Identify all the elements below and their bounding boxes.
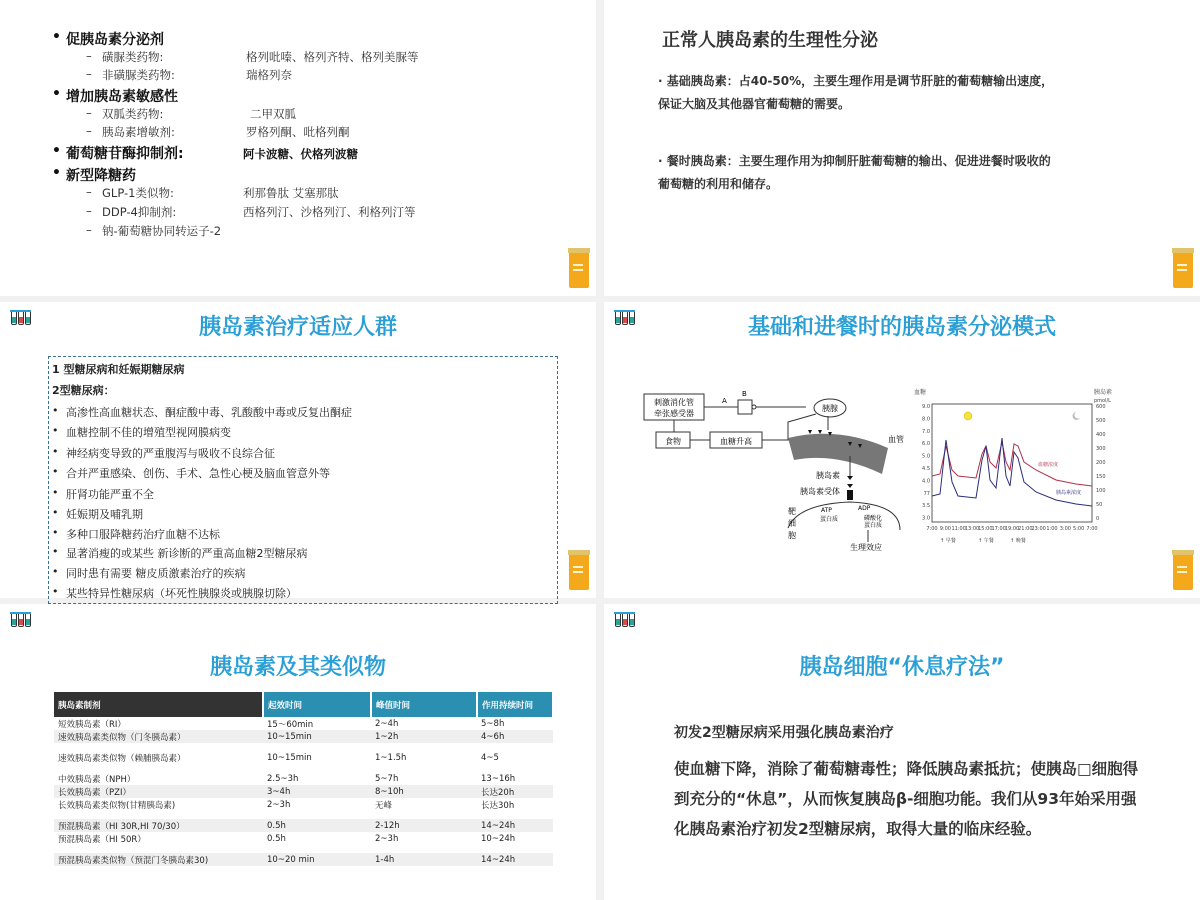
chart-ylabel-right: 胰岛素 bbox=[1094, 389, 1113, 396]
svg-text:B: B bbox=[742, 390, 747, 398]
table-cell: 2~4h bbox=[375, 718, 399, 729]
table-row bbox=[54, 743, 553, 751]
slide-title: 胰岛素及其类似物 bbox=[209, 655, 386, 680]
chart-tick-label: 500 bbox=[1096, 418, 1106, 424]
svg-text:蛋白质: 蛋白质 bbox=[864, 522, 883, 529]
table-row bbox=[54, 819, 553, 832]
table-cell bbox=[371, 811, 477, 819]
chart-tick-label: 3:00 bbox=[1059, 526, 1071, 532]
col-header: 胰岛素制剂 bbox=[54, 692, 263, 717]
meal-label: ↑ 午餐 bbox=[978, 538, 994, 544]
chart-tick-label: 6.0 bbox=[922, 441, 930, 448]
table-cell: 10~20 min bbox=[263, 853, 371, 866]
chart-tick-label: 5:00 bbox=[1073, 526, 1085, 532]
meal-insulin-text: · 餐时胰岛素：主要生理作用为抑制肝脏葡萄糖的输出、促进进餐时吸收的葡萄糖的利用和储存。 bbox=[658, 154, 1051, 191]
chart-tick-label: 5.0 bbox=[922, 453, 930, 460]
chart-tick-label: 19:00 bbox=[1004, 526, 1020, 532]
chart-tick-label: 50 bbox=[1096, 502, 1103, 508]
col-header: 作用持续时间 bbox=[477, 692, 553, 717]
meal-label: ↑ 晚餐 bbox=[1010, 538, 1026, 544]
chart-tick-label: 9.0 bbox=[922, 404, 930, 410]
chart-tick-label: 8.0 bbox=[922, 416, 930, 423]
test-tubes-icon bbox=[614, 612, 634, 628]
table-cell: 预混胰岛素（HI 50R） bbox=[58, 834, 146, 845]
table-cell: 2-12h bbox=[371, 819, 477, 832]
group-head-1: • 促胰岛素分泌剂 bbox=[66, 29, 164, 49]
table-cell: 预混胰岛素类似物（预混门冬胰岛素30) bbox=[54, 853, 263, 866]
chart-tick-label: 3.0 bbox=[922, 515, 930, 522]
chart-tick-label: 4.5 bbox=[922, 466, 930, 472]
table-cell: 3~4h bbox=[263, 785, 371, 798]
chart-tick-label: 100 bbox=[1096, 488, 1106, 494]
slide-indications[interactable]: 胰岛素治疗适应人群 1 型糖尿病和妊娠期糖尿病 2型糖尿病： 高渗性高血糖状态、酮症酸中毒、乳酸酸中毒或反复出酮症 血糖控制不佳的增殖型视网膜病变 神经病变导致的严重腹泻与吸收不良综合征 合并严重感染、创伤、手术、急性心梗及脑血管意外等 肝肾功能严重不全 妊娠期及哺乳期 多种口服降糖药治疗血糖不达标 显著消瘦的或某些 新诊断的严重高血糖2型糖尿病 同时患有需要 糖皮质激素治疗的疾病 某些特异性糖尿病（坏死性胰腺炎或胰腺切除） bbox=[0, 302, 596, 598]
chart-unit-right: pmol/L bbox=[1094, 398, 1111, 404]
divider-vertical bbox=[596, 0, 604, 900]
svg-text:A: A bbox=[722, 397, 727, 405]
svg-text:靶: 靶 bbox=[788, 507, 796, 516]
group-head-2: • 增加胰岛素敏感性 bbox=[66, 86, 178, 106]
chart-tick-label: 1:00 bbox=[1046, 526, 1058, 532]
table-cell bbox=[263, 743, 371, 751]
table-cell: 13~16h bbox=[481, 773, 516, 784]
svg-text:胰腺: 胰腺 bbox=[822, 404, 838, 413]
svg-text:牵张感受器: 牵张感受器 bbox=[654, 409, 694, 418]
table-cell: 5~7h bbox=[375, 773, 399, 784]
slide-rest-therapy[interactable] bbox=[604, 604, 1200, 900]
table-cell: 4~6h bbox=[477, 730, 553, 743]
group-head-4: • 新型降糖药 bbox=[66, 165, 136, 185]
chart-tick-label: 13:00 bbox=[964, 526, 980, 532]
test-tubes-icon bbox=[10, 612, 30, 628]
table-cell bbox=[477, 845, 553, 853]
medicine-jar-icon bbox=[568, 248, 590, 288]
slide-title: 基础和进餐时的胰岛素分泌模式 bbox=[747, 315, 1056, 340]
table-cell: 速效胰岛素类似物（门冬胰岛素） bbox=[54, 730, 263, 743]
therapy-heading: 初发2型糖尿病采用强化胰岛素治疗 bbox=[674, 725, 894, 741]
table-cell bbox=[477, 743, 553, 751]
table-row bbox=[54, 832, 553, 845]
medicine-jar-icon bbox=[568, 550, 590, 590]
svg-text:ADP: ADP bbox=[858, 505, 871, 512]
col-header: 起效时间 bbox=[263, 692, 371, 717]
table-cell: 长达20h bbox=[477, 785, 553, 798]
table-row bbox=[54, 764, 553, 772]
table-cell: 短效胰岛素（RI） bbox=[58, 719, 126, 730]
medicine-jar-icon bbox=[1172, 550, 1194, 590]
svg-text:ATP: ATP bbox=[821, 507, 832, 514]
type1-line: 1 型糖尿病和妊娠期糖尿病 bbox=[52, 363, 185, 376]
svg-text:细: 细 bbox=[788, 519, 796, 528]
slide-physiological-secretion[interactable] bbox=[604, 0, 1200, 296]
chart-tick-label: 400 bbox=[1096, 432, 1106, 438]
table-row bbox=[54, 730, 553, 743]
table-cell: 1-4h bbox=[371, 853, 477, 866]
table-row bbox=[54, 717, 553, 730]
chart-ylabel-left: 血糖 bbox=[914, 389, 927, 396]
table-cell bbox=[54, 811, 263, 819]
table-cell: 长达30h bbox=[481, 800, 515, 811]
table-cell: 0.5h bbox=[267, 833, 286, 844]
meal-label: ↑ 早餐 bbox=[940, 538, 956, 544]
chart-tick-label: 17:00 bbox=[991, 526, 1006, 532]
medicine-jar-icon bbox=[1172, 248, 1194, 288]
table-cell bbox=[54, 743, 263, 751]
table-row bbox=[54, 845, 553, 853]
table-cell: 15～60min bbox=[267, 719, 314, 730]
table-cell bbox=[54, 764, 263, 772]
chart-tick-label: 7:00 bbox=[926, 526, 938, 532]
chart-tick-label: 15:00 bbox=[978, 526, 993, 532]
table-cell: 无峰 bbox=[375, 800, 393, 811]
slide-drug-list[interactable]: • 促胰岛素分泌剂 – 磺脲类药物: 格列吡嗪、格列齐特、格列美脲等 – 非磺脲类药物: 瑞格列奈 • 增加胰岛素敏感性 – 双胍类药物: 二甲双胍 – 胰岛素增敏剂: 罗格列酮、吡格列酮 • 葡萄糖苷酶抑制剂: 阿卡波糖、伏格列波糖 • 新型降糖药 – GLP-1类似物: 利那鲁肽 艾塞那肽 – DDP-4抑制剂: 西格列汀、沙格列汀、利格列汀等 – 钠-葡萄糖协同转运子-2 bbox=[0, 0, 596, 296]
group-head-3: • 葡萄糖苷酶抑制剂: bbox=[66, 143, 184, 163]
table-cell: 长效胰岛素类似物(甘精胰岛素) bbox=[58, 800, 176, 811]
chart-tick-label: 200 bbox=[1096, 460, 1106, 466]
basal-insulin-text: · 基础胰岛素：占40-50%，主要生理作用是调节肝脏的葡萄糖输出速度，保证大脑及其他器官葡萄糖的需要。 bbox=[658, 74, 1054, 111]
table-row bbox=[54, 751, 553, 764]
table-cell bbox=[371, 845, 477, 853]
table-cell: 2~3h bbox=[375, 833, 399, 844]
table-cell bbox=[263, 811, 371, 819]
type2-line: 2型糖尿病： bbox=[52, 384, 115, 397]
group3-value: 阿卡波糖、伏格列波糖 bbox=[243, 147, 358, 161]
chart-tick-label: 11:00 bbox=[951, 526, 966, 532]
table-cell: 2.5~3h bbox=[267, 773, 299, 784]
table-cell: 1~2h bbox=[371, 730, 477, 743]
svg-text:生理效应: 生理效应 bbox=[850, 543, 882, 552]
table-cell bbox=[54, 845, 263, 853]
table-cell bbox=[371, 764, 477, 772]
sun-icon bbox=[964, 412, 972, 420]
svg-text:血管: 血管 bbox=[888, 435, 904, 444]
chart-tick-label: 77 bbox=[923, 490, 930, 497]
table-cell: 10~24h bbox=[481, 833, 516, 844]
insulin-mechanism-diagram bbox=[638, 386, 904, 554]
chart-tick-label: 4.0 bbox=[922, 478, 930, 485]
table-cell bbox=[263, 845, 371, 853]
svg-text:食物: 食物 bbox=[665, 437, 681, 446]
table-cell: 0.5h bbox=[263, 819, 371, 832]
chart-tick-label: 9:00 bbox=[939, 526, 951, 532]
slide-title: 正常人胰岛素的生理性分泌 bbox=[662, 30, 878, 51]
table-cell: 预混胰岛素（HI 30R,HI 70/30） bbox=[54, 819, 263, 832]
col-header: 峰值时间 bbox=[371, 692, 477, 717]
svg-text:胞: 胞 bbox=[788, 531, 796, 540]
svg-text:蛋白质: 蛋白质 bbox=[820, 516, 839, 523]
slide-secretion-pattern[interactable] bbox=[604, 302, 1200, 598]
table-cell: 4~5 bbox=[481, 752, 499, 763]
table-cell: 14~24h bbox=[477, 819, 553, 832]
table-cell: 中效胰岛素（NPH） bbox=[58, 774, 136, 785]
chart-tick-label: 600 bbox=[1096, 404, 1106, 410]
secretion-chart bbox=[906, 384, 1120, 554]
table-row bbox=[54, 811, 553, 819]
table-cell: 速效胰岛素类似物（赖脯胰岛素） bbox=[58, 753, 186, 764]
chart-tick-label: 3.5 bbox=[922, 503, 930, 510]
svg-text:胰岛素受体: 胰岛素受体 bbox=[800, 487, 840, 496]
chart-tick-label: 300 bbox=[1096, 446, 1106, 452]
svg-text:刺激消化管: 刺激消化管 bbox=[654, 398, 694, 407]
glucose-label: 血糖浓度 bbox=[1038, 462, 1059, 468]
table-cell: 1~1.5h bbox=[375, 752, 407, 763]
table-row bbox=[54, 772, 553, 785]
chart-tick-label: 7.0 bbox=[922, 428, 930, 435]
slide-title: 胰岛细胞“休息疗法” bbox=[799, 655, 1005, 680]
svg-text:磷酸化: 磷酸化 bbox=[864, 515, 883, 522]
slide-insulin-table[interactable] bbox=[0, 604, 596, 900]
slide-title: 胰岛素治疗适应人群 bbox=[198, 315, 397, 340]
table-cell bbox=[477, 764, 553, 772]
table-row bbox=[54, 785, 553, 798]
table-cell: 长效胰岛素（PZI） bbox=[54, 785, 263, 798]
table-cell: 8~10h bbox=[371, 785, 477, 798]
table-cell bbox=[263, 764, 371, 772]
table-cell: 14~24h bbox=[477, 853, 553, 866]
svg-text:血糖升高: 血糖升高 bbox=[720, 437, 752, 446]
chart-tick-label: 21:00 bbox=[1018, 526, 1033, 532]
table-cell: 10~15min bbox=[267, 752, 312, 763]
insulin-table bbox=[54, 692, 554, 866]
chart-tick-label: 23:00 bbox=[1031, 526, 1046, 532]
table-header bbox=[54, 692, 553, 717]
table-cell: 5~8h bbox=[481, 718, 505, 729]
therapy-text: 使血糖下降，消除了葡萄糖毒性；降低胰岛素抵抗；使胰岛□细胞得到充分的“休息”，从而恢复胰岛β-细胞功能。我们从93年始采用强化胰岛素治疗初发2型糖尿病，取得大量的临床经验。 bbox=[674, 760, 1139, 838]
table-row bbox=[54, 853, 553, 866]
table-cell bbox=[371, 743, 477, 751]
chart-tick-label: 7:00 bbox=[1086, 526, 1098, 532]
svg-text:胰岛素: 胰岛素 bbox=[816, 471, 840, 480]
chart-tick-label: 150 bbox=[1096, 474, 1106, 480]
chart-tick-label: 0 bbox=[1096, 516, 1100, 522]
table-cell: 2~3h bbox=[267, 799, 291, 810]
table-cell: 10~15min bbox=[263, 730, 371, 743]
table-row bbox=[54, 798, 553, 811]
table-cell bbox=[477, 811, 553, 819]
insulin-label: 胰岛素浓度 bbox=[1056, 490, 1082, 496]
